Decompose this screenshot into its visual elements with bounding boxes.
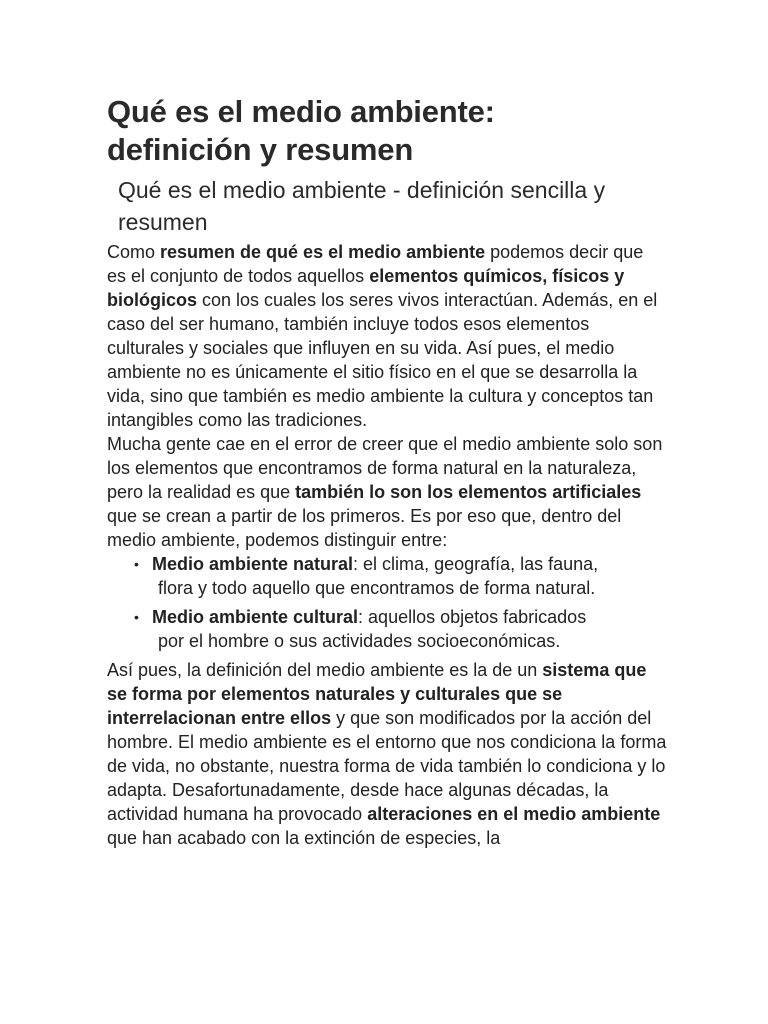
paragraph-2 [107,432,667,552]
list-item [134,552,667,600]
p2-bold-1: también lo son los elementos artificiales [295,482,642,502]
list-item-desc-2: por el hombre o sus actividades socioeconómicas. [158,631,561,651]
p3-bold-2: alteraciones en el medio ambiente [367,804,661,824]
p2-text-1: Mucha gente cae en el error de creer que el medio ambiente solo son los elementos que encontramos de forma natural en la naturaleza, pero la realidad es que [107,434,663,502]
p3-bold-1: sistema que se forma por elementos naturales y culturales que se interrelacionan entre ellos [107,660,647,728]
p3-text-2: y que son modificados por la acción del hombre. El medio ambiente es el entorno que nos condiciona la forma de vida, no obstante, nuestra forma de vida también lo condiciona y lo adapta. Desafortunadamente, desde hace algunas décadas, la actividad humana ha provocado [107,708,667,824]
p1-text-1: Como [107,242,161,262]
title-line-2: definición y resumen [107,132,414,167]
list-item [134,605,667,653]
p2-text-2: que se crean a partir de los primeros. Es por eso que, dentro del medio ambiente, podemos distinguir entre: [107,506,622,550]
list-item-term: Medio ambiente cultural [152,607,359,627]
list-item-desc-1: : el clima, geografía, las fauna, [353,554,599,574]
p1-text-2: podemos decir que es el conjunto de todos aquellos [107,242,644,286]
p1-bold-1: resumen de qué es el medio ambiente [160,242,486,262]
p3-text-3: que han acabado con la extinción de especies, la [107,828,501,848]
p3-text-1: Así pues, la definición del medio ambiente es la de un [107,660,543,680]
title-line-1: Qué es el medio ambiente: [107,94,495,129]
p1-text-3: con los cuales los seres vivos interactúan. Además, en el caso del ser humano, también incluye todos esos elementos culturales y sociales que influyen en su vida. Así pues, el medio ambiente no es únicamente el sitio físico en el que se desarrolla la vida, sino que también es medio ambiente la cultura y conceptos tan intangibles como las tradiciones. [107,290,658,430]
p1-bold-2: elementos químicos, físicos y biológicos [107,266,625,310]
list-item-term: Medio ambiente natural [152,554,354,574]
article-title [107,93,667,169]
list-item-desc-1: : aquellos objetos fabricados [358,607,587,627]
article [107,93,667,850]
environment-types-list [107,552,667,653]
paragraph-1 [107,240,667,432]
article-subtitle: Qué es el medio ambiente - definición sencilla y resumen [118,177,606,235]
list-item-desc-2: flora y todo aquello que encontramos de forma natural. [158,578,596,598]
paragraph-3 [107,658,667,850]
